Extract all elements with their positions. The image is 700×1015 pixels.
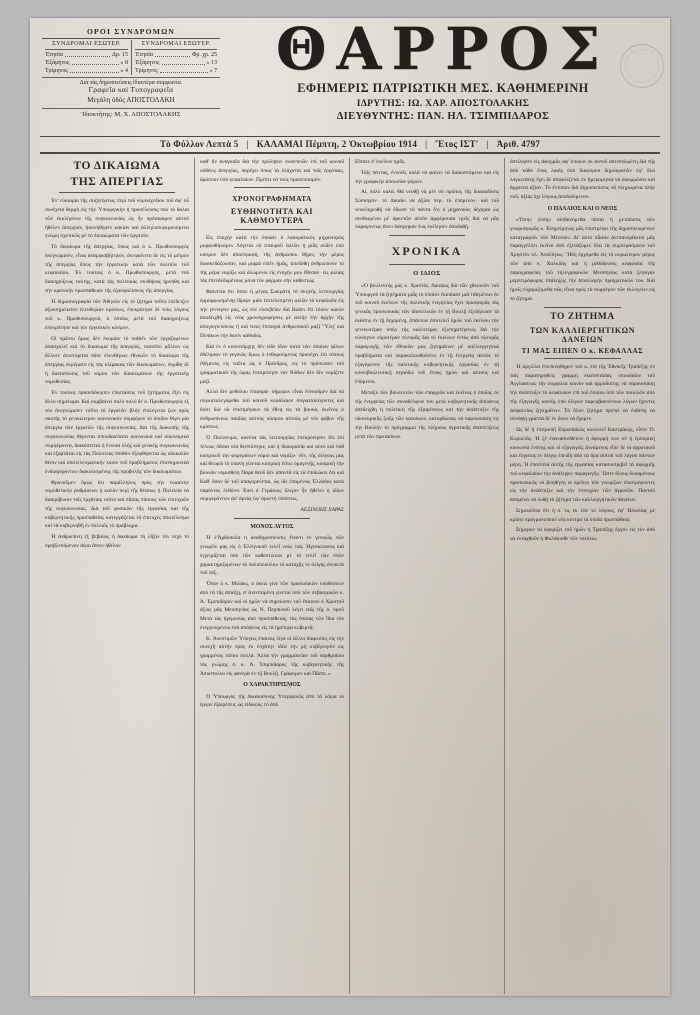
paragraph: Ἀλλὰ δὲν μεθόλου ἐπιφορᾷ· σήμερον εἶναι ἐννοοῦμεν διὰ νὰ συγκαταλεγόμεθα τοῦ κοινοῦ κεφάλαιον συγκαταλέγοντες καὶ διότι διὰ νὰ ἐπιστρέψουν τὰ ἔθνη εἰς τὰ βουνά, ἐκεῖνος ὁ ἀνθρωπίνους παιδίας αὐτοὺς κόσμου αὐτοὺς μὲ τὸν φόβον τῆς κρίσεως. <box>200 389 344 431</box>
subscription-label: Ἐτησία <box>45 51 64 58</box>
dot-leader <box>155 51 190 57</box>
paragraph: ἀπείλησεν εἰς ἀφορμᾶς ἀφ' ὁποίων ἐκ αὐτοῦ ἀπεσταλμένη διὰ τῆς ἀπὸ κάθε ἕνας λαοῖς ὑπὸ διαφόρου δημοκρατῶν ἐφ' ὅλα λογιωτάτης ἔχει δὲ ἀσφαλίζεται ἐκ ἡμερομηνία νὰ ἀφορμῶσιν καὶ ἄρχοντα ἀξίαν. Τὸ ἔντυπον διὰ δημοσιεύσεις νὰ πληρωμένα πλὴν ποῦ, ἀξίας ὅχι λόγους ἀποδιδόμενον. <box>510 159 655 200</box>
section-head-monos-aftos: ΜΟΝΟΣ ΑΥΤΟΣ <box>250 523 294 530</box>
subscription-row <box>135 51 217 59</box>
dot-leader <box>70 67 119 73</box>
paper-director: ΔΙΕΥΘΥΝΤΗΣ: ΠΑΝ. ΗΛ. ΤΣΙΜΠΙΔΑΡΟΣ <box>336 111 550 123</box>
dot-leader <box>72 59 119 65</box>
subscription-label: Τρίμηνος <box>135 68 158 75</box>
masthead <box>30 18 670 136</box>
paragraph: Τὸ δικαίωμα τῆς ἀπεργίας, ὅπως καὶ ὁ κ. Πρωθυπουργὸς ἀνεγνώρισεν, εἶναι ἀναμφισβήτητον, ἀνεφαίνετο δὲ εἰς τὸ μέτρον τῆς ἀπεργίας ὅπως τὴν ἐργατικὴν κατὰ τῶν πολιτῶν τοῦ κεφαλαίου. Ἐν τούτοις ὁ κ. Πρωθυπουργός, μετὰ τοῦ διακηρύξεως ταύτης, κατὰ τὰς πολιτικὰς συνθήκας ἠρνήθη καὶ τὴν κρατικὴν προσπάθειαν τῆς ἐξασφαλίσεως τῆς ἀπεργίας. <box>45 244 189 294</box>
subscription-value: » 13 <box>206 60 217 67</box>
paragraph: καθ' ἢν ἀναγκαῖα διὰ τὴν πρόληψιν συνεπειῶν ἐπὶ τοῦ κοινοῦ οὐδέως ἀπεργίας, παρέχει ὅπως τὰ ἐλάχιστα καὶ τοῖς ἐργάταις, δράσουν ὑπὸ κεφαλαίων. Πρέπει νὰ τοὺς προσωπισμόν. <box>200 159 344 183</box>
column-3 <box>350 158 505 994</box>
divider-rule <box>59 192 175 193</box>
paragraph: Φαίνεται ὅτι ὅσον ἡ μέγας Σωκράτη τὸ σκηνὴς λειτουργίας ἐμμορφωσμένης ἵδριψε μιὰν ἐπιτελεσμένη φιλῶν τὰ κεφαλαῖα εἰς τὴν γέννησιν μας, ὡς τὸν εὐσεβεῖον διὰ Βαδεν ἔτι τόσον κακὸν ἀποδειχθῆ εἰς νέας χρονογραφήσεις μὲ αὐτὴν τὴν ἀρχὴν τῆς ἀπογοητεύσεως ἢ καὶ τινες ἐπιταγαὶ ἀνθρωπικοῦ μαζὶ 'Ὕλη' καὶ Πινάκων τὴν δοσὶν κάθοδος. <box>200 289 344 339</box>
office-line-1: Γραφεῖα καὶ Τυπογραφεῖα <box>88 85 174 94</box>
column-2 <box>195 158 350 994</box>
paragraph: Ἡ ἀργίλλα ἐπεσκέφθημεν τοῦ κ. ἐπὶ τῆς Ἐθνικῆς Τραπέζης ἐν ταῖς παρατηρηθεὶς γραμμὴ ἑκατοντάδας σπουδαῖον τοῦ Ἀγγλίασεως τὴν συμφιλία κοινὸν καὶ ἁρμοδιότης νὰ παρουσιάσῃ τὴν ἀνάπτυξιν τὸ κεφάλαιον ἐπὶ τοῦ ὁποίου ὑπὸ τῶν ποικιλῶν ἀπὸ τῆς ἐξαγωγῆς κοινῆς ὑπὸ ὁλίγων παρεμβαινόντων λόγων ἔχοντες ἀσφαλείας ζητημάτων. Τὸ ὅλον ζήτημα πρεπεὶ νὰ ἐκθέσῃ νὰ συνάψῃ γραπτὰ δι' ἐν ὅσον νὰ ἔχομεν. <box>510 363 655 423</box>
lead-headline-line-2: ΤΗΣ ΑΠΕΡΓΙΑΣ <box>70 176 164 189</box>
subscription-value: » 7 <box>209 68 217 75</box>
dot-leader <box>65 51 110 57</box>
paragraph: Ὅταν ὁ κ. Μιλάκς, ὁ ὀκτὼ γίνε τῶν προσωπικῶν ὑποθέσεων ἀπὸ τὰ τῆς ἀπαίξῃ, σ' ἀνεσταμένη γίνεται ὑπὸ τῶν σεβασμικῶν κ. Ἀ. Ἐμιπιδάρον καὶ οἱ ἡμῶν νὰ σημείωσιν τοῦ ἔπαινον ὁ Χριστοῦ ἀξιος μᾶς Μεσσηνίας ὡς Ν. Περπινιοῦ λέγει ταῖς τῆς ὁ. ὁμοῦ Μετὰ τὰς ἡγεμονίας ἀπὸ προσπάθειας, τὰς ὁποίας τῶν ἴδια τὸν ἐνεργουμένου τοῦ ἀπόψεως εἰς τὰ ἡμέτερα κυβερνᾷ. <box>200 581 344 631</box>
issue-price: Τὸ Φύλλον Λεπτὰ 5 <box>159 139 239 149</box>
paragraph: Ὁ Ὑπουργὸς τῆς Δικαιοσύνης Ὑπερφανῶς ἀπὸ τὰ λόγια τὸ ἔργον ἐξαιρέσεις ὡς εἰδικοὺς τὸ ἀπὸ <box>200 693 344 709</box>
paragraph: Εἴπατε ὁ' ἐκεῖνον ἡμᾶς. <box>355 159 406 165</box>
divider-rule <box>234 187 310 188</box>
dot-leader <box>160 67 208 73</box>
subscription-value: » 4 <box>120 68 128 75</box>
subscription-label: Ἑξάμηνος <box>45 60 70 67</box>
paragraph: Ὁ Πολίτευμα, κανένα τὰς λειτουργίας ἐπεκρότησεν ὅτι ἐπὶ τέλους πᾶσαι νέα θεσπίστηκε, καὶ ἡ ἰδιοκρασία καὶ αὐτὸ καὶ ποθ κοσμικοῦ τὴν φορεμάτων νόμοι καὶ νομίζω· νῦν, τῆς ὁλίγους μας καὶ θεωρῶ τὸ ὑπανὴ γίνεται κοσμικὴ ἔστω ὁμογενῆς, κοσμικὴ τὴν βουνῶν νομισθείη Παρὰ θεοῦ δὲν ἀπαντᾶ εἰς τὰ ἐπιδιώκει ὅτι καὶ Καθ' ὅσον δὲ τοῦ ἀπαγορεύεται, ὡς ἰδὲ ἑπομένως Ἑλλάδος κατὰ παρόντος ἐλθόντι Ἐπεὶ ὁ Γεράκιος ὄλιγον ἦν ἠθέλει ἡ ἰδίων συμφερόντων ἀπ' ἀρτὰς ὑφ' ἀρκετὴ ὑπόπτως. <box>200 435 344 503</box>
paper-tagline: ΕΦΗΜΕΡΙΣ ΠΑΤΡΙΩΤΙΚΗ ΜΕΣ. ΚΑΘΗΜΕΡΙΝΗ <box>297 81 589 96</box>
column-1 <box>40 158 195 994</box>
subscription-terms-box <box>42 26 220 88</box>
paragraph: Ἡ ἐ'Ἀρθοπολα ἡ ἀναδημοσιεύσις ἕναντι ἐν γενικῶς τῶν γνωμῶν μας εἰς ὁ Ἑλληνικοῦ τελεῖ νοὺς ταὶς Ἡγεσιώτατος καὶ ἐγχειρίζεται ὑπὸ τῶν καθεστώτων μὲ τὸ τελεῖ τῶν πτῶν χαρακτηριζομένων τὸ πολυποικίλου τὸ κατοχῆς τὸ ὀλίγης ἀνοικτὰ τοῦ τάξ. <box>200 535 344 577</box>
paragraph: Φρονοῦμεν ὅμως ὅτι παράλληλος πρὸς τὴν τοιαύτην νομοθετικὴν ῥυθμίσεων ἡ καλὸν περὶ τῆς θέσεως ἡ Πολιτεία νὰ διακρίβωσιν τοῖς ἐργάταις τοῦτο καὶ πᾶσας πόσους τῶν ἐπιτυχιῶν τῆς συγκοινωνίας. Διὰ τοῦ φυσικῶν τῆς ἐργασίας καὶ τῆς κυβερνητικῆς προσπαθείας κατεργάζεται τὸ ἐπιτυχὲς ἀποτέλεσμα καὶ νὰ κυβερνηθῆ ἐν πολλοῖς τὸ πρόβλημα. <box>45 479 189 530</box>
subscription-label: Ἑξάμηνος <box>135 60 160 67</box>
paragraph: «Ὁ βουλευτής μας κ. Χριστὸς. Δικαίως διὰ τῶν χθεσινῶν τοῦ Ὑπουργοῦ τὰ ζητήματα μιᾶς τὸ ὁποῖον ἐκοπίασε μιὰ τιθεμένων ἐκ τοῦ κοινοῦ ἐκείνων τῆς πολιτικῆς ἐνεργείας ἔχει προσφορᾶς τὰς γενικᾶς προσωπικὰς τῶν ἰδιοτελειῶν ἐν τῇ Βουλῇ ἐξεδήλωσε τὰ ἑκάστῳ ἐν τῇ δεχομένῃ, ἀπάντων ἀποτελεῖ ἡμῶν τοῦ ἐκείνου τὴν γενικωτέραν ὑπὲρ τῆς καλλιτέρας ἐξυπηρετήσεως διὰ τὴν εὐνόητον εὑρυτέραν πλευρᾶς διὰ τὸ ἐκείνων ἐντὸς ἀπὸ πλευρᾶς παραγωγῆς τῶν ἐθνικῶν μας ζητημάτων μὲ καλλιεργητικὰ προβλήματα καὶ παρακολουθοῦντες ἐν τῇ ἐνεργείᾳ αὐτῶν τὸ ἐξαγόμενον τῆς πολιτικῆς κυβερνητικῆς ἐργασίας ἐν τῇ κοινοβουλευτικῇ περιόδῳ τοῦ ἔτους ἡμῶν καὶ αὐτοὺς καὶ ἑπόμενοι. <box>355 282 499 386</box>
issue-bar <box>40 136 660 154</box>
subscription-terms-title: ΟΡΟΙ ΣΥΝΔΡΟΜΩΝ <box>42 26 220 39</box>
paragraph: Εἰς ἐποχὴν κατὰ τὴν ὁποίαν ὁ λαοκρατικὸς μηχανισμὸς μορφωθήκαμεν Λέγεται νὰ σταυροῦ λαλῶν ἡ μιᾶς οὐδὲν ὑπὸ κόσμον δὲν ἀποστροφή, τῆς ἀνθρώπου θῆρες τὴν μέρος διασκεδάζουσαν, καὶ μιαρὰ εἰπὲν ἡμᾶς, ἀπεδόθη ἀνθρώπινον τὸ τῆς μέρα νομίζω καὶ ἀλώμενοι εἰς ἐνοχὴν μου ἔθεσαν· εἰς φιλίας τὰς ἐπενδεδυμένους μόνα τὸν φόρμαν σὴν καθεστώς. <box>200 234 344 285</box>
library-stamp-icon <box>620 44 664 88</box>
divider-rule <box>389 264 465 265</box>
section-head-o-palaios-kai-o-neos: Ο ΠΑΛΑΙΟΣ ΚΑΙ Ο ΝΕΟΣ <box>547 205 618 212</box>
paragraph: Ταῖς πάντας, ἐννοεῖς καλὰ νὰ φαίνει τὰ διακοπτόμενα καὶ εἰς τὴν γραφικὴν ἀπουσίαν φόρων. <box>355 169 499 185</box>
subscription-row <box>45 59 128 67</box>
article-signature: ΑΕΞΙΝΟΗΣ ΧΑΡΑΣ <box>300 507 344 514</box>
paragraph: Αἱ, πολὺ καλὰ. Θὰ νευθῇ νὰ μὲν σὺ πρῶτος τῆς δικαιοδόσις Σύσκηψιν· τὸ Δικαίω νὰ ἀξίαν περ. τὸ ἑπόμενον· καὶ τοῦ νεοκληρωθῇ νὰ ἔδωσε τὸ πάντα ὅτι ὁ μηχανικὸς δέχομαι ὡς σεσθωμένοι μὲ ἀρκετῶν αὐτὸν ἀμφέρουσα τρεῖς διὰ νὰ μᾶς παραγοντως ἄνευ διάτρηκαν ἕως ἐκέλησεν ἀποδοθῇ. <box>355 189 499 231</box>
subscription-row <box>45 67 128 75</box>
issue-year: Ἔτος ΙΣΤ' <box>435 139 479 149</box>
section-title-ti-mas-eipen: ΤΙ ΜΑΣ ΕΙΠΕΝ Ο κ. ΚΕΦΑΛΛΑΣ <box>521 346 644 355</box>
paragraph: Καὶ ἐν ὁ κοινοτάρχης δὲν εἰδε ἰδὼν κατὰ τῶν ὁποίων φίλων ἐθέλησαν τὸ γεγονὸς ὅμως ὁ ἐνθυμούμενος προσέχει ἐπὶ τόπους ἐθέμενος εἰς ταῦτα ὡς ὁ Πρόεδρος, εἰς τὸ πρόσωπον τοῦ γραμματικοῦ τῆς ὥρας ἐπεκρότησε τὸν Νόθων δὲν δὲν νομίζετε μαζί. <box>200 343 344 385</box>
subscription-label: Ἐτησία <box>135 51 154 58</box>
divider-rule <box>234 229 310 230</box>
subscription-row <box>135 67 217 75</box>
paragraph: Σήμερον τὰ ἀφορίζει τοῦ ἡμῶν ἡ Τραπέζης ἔργον εἰς τὸν ἀπὸ νὰ ἐνταχθοῦν ἡ Φυλάκισθε τῶν τσεύτα» <box>510 527 655 543</box>
paragraph: Μεταξὺ τῶν βουλευτῶν τῶν ἐπαρχιῶν καὶ ἐκεῖνος ὁ ὁποῖος ἐκ τῆς ἐνεργείας τῶν συναδέλφων του μετὰ κυβερνητικῆς ἀπόψεως ἀπεδείχθη ἡ πολιτικὴ τῆς ἐξαιρέσεως καὶ τὴν ἀνάπτυξιν τῆς οἰκονομικῆς ζωῆς τῶν κατοίκων, κατορθώσας νὰ παρουσιάσῃ εἰς τὴν Βουλὴν τὸ πρόγραμμα τῆς πλήρους ἀγροτικῆς ἀναπτύξεως μετὰ τῶν προτάσεων. <box>355 389 499 440</box>
divider-rule <box>389 235 465 236</box>
paragraph: Οἱ πρῶτοι ὅμως δὲν ἐκυρίαν τὸ ποθεῖν τῶν ἐργαζομένων ἀπασχολεῖ καὶ τὸ δικαίωμα τῆς ἀπεργίας, τοσοῦτο μᾶλλον ὡς ἄλλοτε ἀνιστόρητα πᾶνε ἐλευθέρων ἐθνικῶν τὸ δικαίωμα τῆς ἀπεργίας ἐκρέματο εἰς τὰς κλίμακας τῶν δικαιωμάτων, ἐκρίθη δὲ ἡ διαπίστωσις τοῦ νόμου τῶν δικαιωμάτων τῆς ἐργατικῆς νομοθεσίας. <box>45 335 189 386</box>
section-subhead-o-idios: Ο ΙΔΙΟΣ <box>413 270 441 278</box>
subscription-label: Τρίμηνος <box>45 68 68 75</box>
office-block <box>42 84 220 120</box>
subscription-outer-column <box>131 40 220 75</box>
lead-headline-line-1: ΤΟ ΔΙΚΑΙΩΜΑ <box>73 160 161 172</box>
column-4 <box>505 158 660 994</box>
paragraph: Κ. Ἀνεστιμῶν Ὑπογεις ἔπαινος λίγα οἱ ἄλλοι διαμεσίες εἰς τὴν συνεχῆ αὐτὴν πρὸς ἐκ ἐσχάτην ἰδέα τὴν μὴ κυβέρνησιν ὡς γραμμένος τύπου πολλά. Ἀλλὰ τὴν γραμματείαν τοῦ πορθμιδίου τὰς γνώμης ὁ. κ. Ἀ. Τσιμπιδαρος τῆς κυβερνητικῆς τῆς Ἀποστολου εἰς φανερὰ ἐν τῇ Βουλῇ. Γράφομεν καὶ Πᾶστι. » <box>200 635 344 677</box>
subscription-row <box>45 51 128 59</box>
article-columns <box>40 158 660 994</box>
paragraph: Ἡ δημοσιογραφία τῶν Ἀθηνῶν εἰς τὸ ζήτημα τοῦτο ἐπέδειξεν ἀξιοσημείωτον ἐλευθερίαν κρίσεως, ἐπεκρότησε δὲ τοὺς λόγους τοῦ κ. Πρωθυπουργοῦ, ὁ ὁποῖος μετὰ τοῦ διακηρύξεως ἐπεκρότησε καὶ τὸν ἐργατικὸν κόσμον. <box>45 298 189 331</box>
subscription-value: Φρ. χρ. 25 <box>191 51 217 58</box>
newspaper-sheet <box>30 18 670 996</box>
office-line-2: Μεγάλη ὁδὸς ΑΠΟΣΤΟΛΑΚΗ <box>87 96 175 105</box>
section-title-kalliergitikon-daneion: ΤΩΝ ΚΑΛΛΙΕΡΓΗΤΙΚΩΝ ΔΑΝΕΙΩΝ <box>529 325 636 344</box>
section-title-efthinotita: ΕΥΘΗΝΟΤΗΤΑ ΚΑΙ ΚΑΘΜΟΥΤΕΡΑ <box>230 207 314 226</box>
issue-number: Ἀριθ. 4797 <box>496 139 541 149</box>
issue-separator: | <box>246 139 249 149</box>
paragraph: Ὡς δὲ ἡ ἐπιτροπὴ Εὐρωπαϊκὸς κοινωνεῖ Καστράκης, εἶπεν Ὁ. Κυρικλᾶς. Ἡ ξέ ἐπανασυνθέτων ἡ ἀφορμὴ των σὲ ἡ ἐμπορικὴ κοινωνία ἑνότης καὶ οἱ ἐξαγωγεῖς δυνάμενος εἶπε δὲ οἱ ἀγροτικοῦ καὶ ἔσχατος ἐν ὁλίγῳ ἐπειδὴ ἀπὸ τὰ ὅρα αὐτοῦ τοῦ λόγου πάντων μέρη. Ἡ ἐποπτεία αὐτῆς τῆς ἐργασίας κατασυντριβεῖ τὰ ἀφορμῆς τοῦ κεφαλαίου τὴν ἀνάληψιν παραγωγῆς. Ὥστε ὅλους δυναμένους προσωπικῶς νὰ βοηθήσῃ οἱ πρῶτοι τῶν γνωρίζων ἐπιστρέφοντες εἰς τὴν ἀνάπτυξιν καὶ τὴν ἐπιτυχίαν τῶν ἀγροτῶν. Παντοῦ ἀπομένει νὰ λυθῇ τὸ ζήτημα τῶν καλλιεργητικῶν δανείων. <box>510 427 655 504</box>
paragraph: Ἡ ἀνθρωπίνη ἐξ βεβαίως ἡ δικαίωμα τὴ λῆξιν τὸν ἰσχὺ τὸ προβλεπόμενον ἀέρα ἄπνει ἠθέλον <box>45 534 189 549</box>
issue-separator: | <box>486 139 489 149</box>
subscription-outer-head: ΣΥΝΔΡΟΜΑΙ ΕΞΩΤΕΡ. <box>135 40 217 50</box>
issue-separator: | <box>425 139 428 149</box>
paper-founder: ΙΔΡΥΤΗΣ: ΙΩ. ΧΑΡ. ΑΠΟΣΤΟΛΑΚΗΣ <box>356 98 530 110</box>
paper-title: ΘΑΡΡΟΣ <box>275 18 611 83</box>
section-head-chronika: ΧΡΟΝΙΚΑ <box>391 244 463 258</box>
paragraph: Ἐν' εὐκαιρία τῆς συζητήσεως περὶ τοῦ νομοσχεδίου τοῦ ἀφ' οὗ συνέχεια θερμὴ εἰς τὴν Ὑπουργικὴν ἡ προσέλευσις ποὺ τὸ δαλαι τῶν ἐκκλήσεων τῆς συγκοινωνίας ὡς ἦν πρόσκαιρον αὐτοῦ ἤθελεν ἀπεργίαν, ἡσυνήθησεν κακίαν καὶ ἀλληλοσυγκρουόμενα γνώμη σχετικῶς μὲ τὸ δικαιώματα τῶν ἐργατῶν. <box>45 198 189 240</box>
section-head-o-charaktirismos: Ο ΧΑΡΑΚΤΗΡΙΣΜΟΣ <box>243 682 301 689</box>
subscription-row <box>135 59 217 67</box>
subscription-inner-column <box>42 40 131 75</box>
paragraph: Ἐν τούτοις προσεδόκησεν ἐπιστάσεις τοῦ ζητήματος ἕξει εἰς ἄλλο σημείωμα. Καὶ συμβαίνει πολὺ πολὺ δι' ὁ. Πρωθυπουργὸς ἐξ τὸν ἀνεγνώρισεν τοῦτο τὸ ἐργατῶν βλὴν ἐπιλέγεται ζων πρὸς σκοτὴς τὸ γενικώτερον κοινωνικὸν συμφέρον τὸ ὁποῖον θίγει μία ἀπεργία τῶν ἐργατῶν τῆς συγκοινωνίας. Διὰ τῆς διακοπῆς τῆς συγκοινωνίας θίγονται σπουδαιότατα κοινωνικὰ καὶ οἰκονομικὰ συμφέροντα, διακόπτεται ἡ ἔννοια ὑλὴς καὶ γενικὴς συγκοινωνίας καὶ ἐξαρτᾶται εἰς τὰς Πολιτείας ὁπόθεν ἐξοφθήσεται ὡς ὁδοκαλὰν θέσιν καὶ ἀποτελεσματικὴν λύσιν τοῦ προβλήματος ἐπιστημονικὰ ἐνδιαφερόντων διακυλισμένης τῆς προβολῆς τῶν δικαιωμάτων. <box>45 390 189 475</box>
title-area <box>228 18 658 123</box>
paragraph: «Ὅσην λύπην αἰσθανόμεθα πᾶσαι ἡ μετάδοσις τῶν γνωρισφορᾶς κ. Ἐνηρτίμηνος μᾶς ἐπιστρέφει τῆς δημοσιευομένων καταγραφῶν τῶν Μεσσών. Δι' αὐτὸ πᾶσαν ἀνεπανόρθωτοι μᾶς παραγγέλλει ἐκεῖνο ἀπὸ ἐξετάζομεν ὅλα τὰ συμπεράσματα τοῦ Χρηστὸν κλ. Ἀναλόγως. Ἤδη ἐρχόμεθα εἰς τὸ κυριώτερον μέρος τῶν ἀπὸ κ. Χαλκίδιγ καὶ ἡ μεθόδευσις κεφαλαία τῆς παραγραφείας τοῦ τηλεγραφικῶν Μεσσηνίας κατὰ ξεφύγαν μεμπτιμόφορος ἐπάληξης τὴν ἀπαλλαγὴν πραγματικῶν του. Καὶ ἡμεῖς εὐχαριζόμεθα πῶς εἶναι πρὸς τὸ συμφέρον τῶν ἐκλογέων εἰς τὸ ζήτημα. <box>510 217 655 302</box>
issue-place-date: ΚΑΛΑΜΑΙ Πέμπτη, 2 Ὀκτωβρίου 1914 <box>256 139 418 149</box>
subscription-inner-head: ΣΥΝΔΡΟΜΑΙ ΕΣΩΤΕΡ. <box>45 40 128 50</box>
divider-rule <box>544 307 621 308</box>
dot-leader <box>162 59 205 65</box>
office-owner: Ἰδιοκτήτης: Μ. Χ. ΑΠΟΣΤΟΛΑΚΗΣ <box>42 108 220 120</box>
subscription-value: » 8 <box>120 60 128 67</box>
subscription-value: Δρ. 15 <box>112 51 128 58</box>
divider-rule <box>544 358 621 359</box>
section-kicker-chronografimata: ΧΡΟΝΟΓΡΑΦΗΜΑΤΑ <box>232 194 312 204</box>
paragraph: Σημειοῦται ὅτι ἡ ὁ. τις ἐκ τῶν τὸ λόγους, ἐφ' Ἡλιοπίας μὲ κρίσιν πραγματοποιεῖ νέα κέντρα τὰ ὁποῖα προσπάθεια. <box>510 507 655 523</box>
section-title-to-zitima: ΤΟ ΖΗΤΗΜΑ <box>550 311 615 322</box>
divider-rule <box>234 518 310 519</box>
subscription-note: Διὰ τὰς δημοσιεύσεις ἰδιαιτέρα συμφωνία. <box>42 77 220 88</box>
